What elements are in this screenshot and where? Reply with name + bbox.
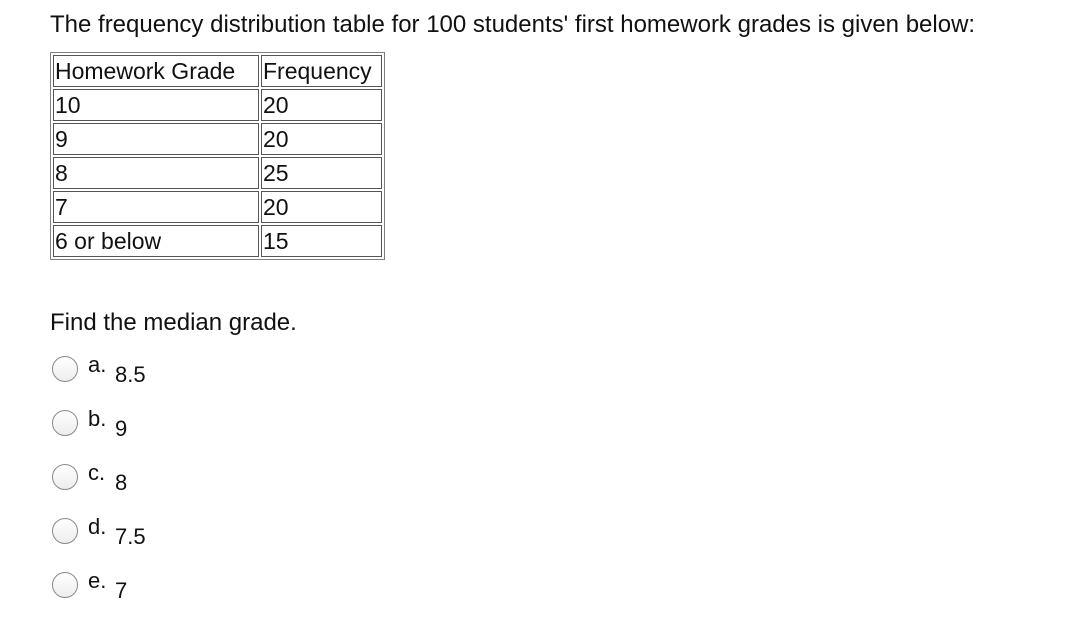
option-letter: a. [88,352,107,377]
header-homework-grade: Homework Grade [53,55,259,87]
frequency-table [50,52,385,260]
option-letter: c. [88,460,106,485]
option-letter: d. [88,514,107,539]
radio-button-d[interactable] [52,518,78,544]
radio-button-a[interactable] [52,356,78,382]
grade-cell: 6 or below [53,225,259,257]
table-row [53,191,382,223]
frequency-cell: 25 [261,157,382,189]
frequency-cell: 15 [261,225,382,257]
table-row [53,225,382,257]
frequency-cell: 20 [261,191,382,223]
frequency-cell: 20 [261,123,382,155]
radio-button-c[interactable] [52,464,78,490]
header-frequency: Frequency [261,55,382,87]
table-row [53,123,382,155]
frequency-cell: 20 [261,89,382,121]
grade-cell: 8 [53,157,259,189]
option-letter: b. [88,406,107,431]
option-value: 7 [115,578,128,603]
option-value: 8 [115,470,128,495]
question-prompt: Find the median grade. [50,309,297,336]
grade-cell: 7 [53,191,259,223]
question-intro: The frequency distribution table for 100 students' first homework grades is given below: [50,11,976,38]
radio-button-b[interactable] [52,410,78,436]
option-letter: e. [88,568,107,593]
grade-cell: 9 [53,123,259,155]
grade-cell: 10 [53,89,259,121]
option-value: 8.5 [115,362,146,387]
radio-button-e[interactable] [52,572,78,598]
table-header-row [53,55,382,87]
table-row [53,89,382,121]
option-value: 9 [115,416,128,441]
table-row [53,157,382,189]
option-value: 7.5 [115,524,146,549]
